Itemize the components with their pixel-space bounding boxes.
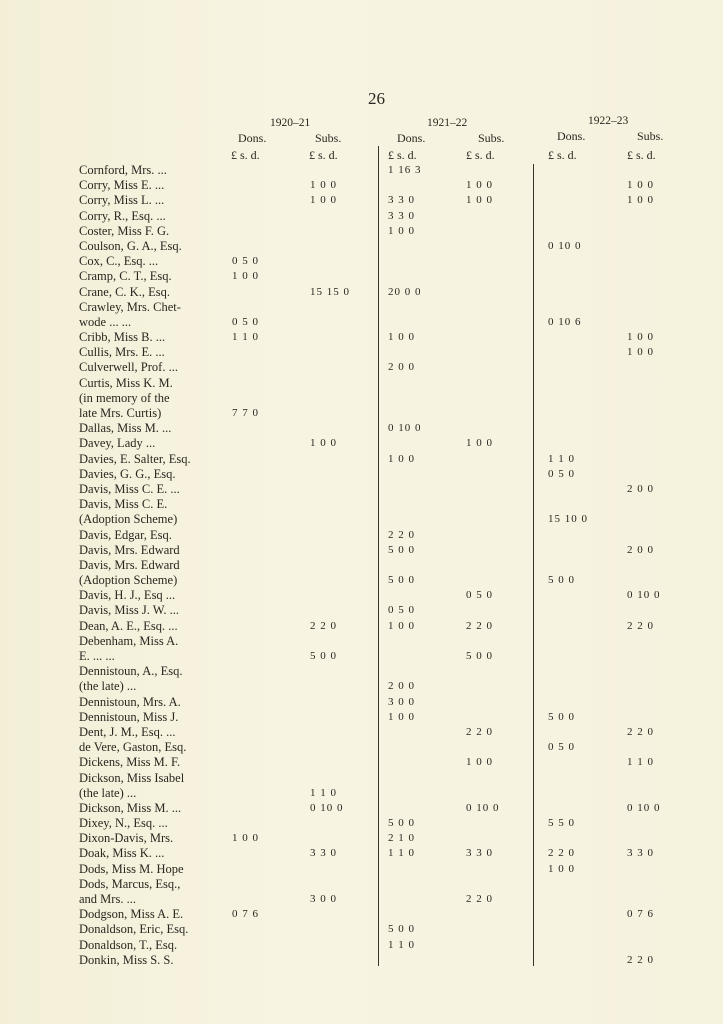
list-item <box>0 178 723 193</box>
subscriber-name: Dent, J. M., Esq. ... <box>79 724 176 739</box>
amount-cell: 7 7 0 <box>232 407 259 419</box>
dons-header-1921: Dons. <box>397 131 426 145</box>
list-item <box>0 512 723 527</box>
subscriber-name: (Adoption Scheme) <box>79 573 178 588</box>
subscriber-name: Davis, Mrs. Edward <box>79 557 180 572</box>
list-item <box>0 406 723 421</box>
subscriber-name: (the late) ... <box>79 785 137 800</box>
amount-cell: 5 0 0 <box>388 543 415 556</box>
list-item <box>0 922 723 937</box>
amount-cell: 3 3 0 <box>466 847 493 860</box>
amount-cell: 1 0 0 <box>466 437 493 450</box>
amount-cell: 0 10 0 <box>310 801 344 814</box>
subscriber-name: E. ... ... <box>79 649 115 663</box>
amount-cell: 2 2 0 <box>627 725 654 738</box>
subscriber-name: Davies, E. Salter, Esq. <box>79 451 191 466</box>
dons-header-1920: Dons. <box>238 131 267 145</box>
list-item <box>0 953 723 968</box>
subscriber-name: Davis, Mrs. Edward <box>79 542 180 557</box>
subscriber-name: Davis, Miss C. E. ... <box>79 481 180 496</box>
subscriber-name: Corry, Miss L. ... <box>79 193 165 208</box>
list-item <box>0 801 723 816</box>
list-item <box>0 588 723 603</box>
amount-cell: 5 5 0 <box>548 817 575 830</box>
amount-cell: 0 10 0 <box>388 422 422 435</box>
list-item <box>0 436 723 451</box>
amount-cell: 2 2 0 <box>548 847 575 860</box>
amount-cell: 2 2 0 <box>627 953 654 966</box>
currency-header: £ s. d. <box>466 148 495 162</box>
list-item <box>0 603 723 618</box>
list-item <box>0 710 723 725</box>
amount-cell: 1 1 0 <box>388 938 415 951</box>
subscriber-name: Dods, Marcus, Esq., <box>79 876 181 891</box>
subscriber-name: Curtis, Miss K. M. <box>79 375 173 390</box>
subscriber-name: Dennistoun, Mrs. A. <box>79 694 181 709</box>
subscriber-name: Davis, Miss C. E. <box>79 497 168 512</box>
amount-cell: 3 3 0 <box>388 194 415 207</box>
subscriber-name: Dennistoun, Miss J. <box>79 709 179 724</box>
amount-cell: 0 5 0 <box>548 741 575 754</box>
currency-header: £ s. d. <box>388 148 417 162</box>
subscriber-name: wode ... ... <box>79 314 132 329</box>
amount-cell: 1 1 0 <box>310 786 337 799</box>
list-item <box>0 193 723 208</box>
list-item <box>0 421 723 436</box>
amount-cell: 0 10 0 <box>627 589 661 602</box>
list-item <box>0 300 723 315</box>
amount-cell: 0 10 6 <box>548 315 582 328</box>
amount-cell: 3 0 0 <box>310 893 337 905</box>
list-item <box>0 163 723 178</box>
year-heading-1922-23: 1922–23 <box>588 115 629 127</box>
subscriber-name: (Adoption Scheme) <box>79 512 178 527</box>
amount-cell: 0 7 6 <box>232 908 259 921</box>
subscriber-name: Culverwell, Prof. ... <box>79 360 178 375</box>
amount-cell: 1 0 0 <box>310 179 337 192</box>
list-item <box>0 543 723 558</box>
amount-cell: 2 1 0 <box>388 832 415 845</box>
list-item <box>0 938 723 953</box>
subscriber-name: Davis, Edgar, Esq. <box>79 527 172 542</box>
list-item <box>0 664 723 679</box>
amount-cell: 2 2 0 <box>466 725 493 738</box>
subscriber-name: Dallas, Miss M. ... <box>79 421 172 436</box>
amount-cell: 1 0 0 <box>627 179 654 192</box>
list-item <box>0 846 723 861</box>
amount-cell: 2 2 0 <box>388 528 415 541</box>
list-item <box>0 786 723 801</box>
amount-cell: 1 0 0 <box>310 194 337 207</box>
amount-cell: 1 1 0 <box>388 847 415 860</box>
list-item <box>0 376 723 391</box>
subscriber-name: Dickson, Miss Isabel <box>79 770 185 785</box>
amount-cell: 0 10 0 <box>548 239 582 252</box>
amount-cell: 1 0 0 <box>466 756 493 769</box>
subscriber-name: Coulson, G. A., Esq. <box>79 238 182 253</box>
list-item <box>0 497 723 512</box>
list-item <box>0 755 723 770</box>
subscriber-name: Cox, C., Esq. ... <box>79 254 159 269</box>
subscriber-name: Donaldson, T., Esq. <box>79 937 178 952</box>
amount-cell: 1 0 0 <box>388 452 415 465</box>
amount-cell: 0 5 0 <box>388 604 415 617</box>
list-item <box>0 573 723 588</box>
amount-cell: 0 5 0 <box>232 315 259 328</box>
amount-cell: 1 1 0 <box>627 756 654 769</box>
list-item <box>0 877 723 892</box>
amount-cell: 2 0 0 <box>388 361 415 374</box>
list-item <box>0 892 723 907</box>
subscriber-name: late Mrs. Curtis) <box>79 406 162 420</box>
list-item <box>0 482 723 497</box>
amount-cell: 5 0 0 <box>548 574 575 587</box>
list-item <box>0 695 723 710</box>
currency-header: £ s. d. <box>231 148 260 162</box>
list-item <box>0 619 723 634</box>
amount-cell: 5 0 0 <box>388 923 415 936</box>
amount-cell: 1 0 0 <box>627 331 654 344</box>
amount-cell: 2 2 0 <box>466 893 493 905</box>
subscriber-name: Doak, Miss K. ... <box>79 846 165 861</box>
subscriber-name: (in memory of the <box>79 390 170 405</box>
amount-cell: 1 16 3 <box>388 164 422 176</box>
subscriber-name: Corry, R., Esq. ... <box>79 208 166 223</box>
amount-cell: 1 1 0 <box>232 331 259 344</box>
subscriber-name: Dennistoun, A., Esq. <box>79 664 183 679</box>
subscriber-name: Corry, Miss E. ... <box>79 178 165 193</box>
subscriber-name: Davis, Miss J. W. ... <box>79 603 180 618</box>
amount-cell: 5 0 0 <box>466 650 493 662</box>
subs-header-1922: Subs. <box>637 129 664 143</box>
amount-cell: 5 0 0 <box>548 710 575 723</box>
amount-cell: 5 0 0 <box>388 817 415 830</box>
list-item <box>0 679 723 694</box>
year-heading-1921-22: 1921–22 <box>427 117 468 129</box>
amount-cell: 3 3 0 <box>627 847 654 860</box>
list-item <box>0 634 723 649</box>
subscriber-name: Dixon-Davis, Mrs. <box>79 831 174 846</box>
amount-cell: 1 0 0 <box>388 331 415 344</box>
amount-cell: 15 15 0 <box>310 285 350 298</box>
amount-cell: 2 0 0 <box>388 680 415 693</box>
amount-cell: 3 3 0 <box>310 847 337 860</box>
page-number: 26 <box>368 89 385 108</box>
list-item <box>0 831 723 846</box>
amount-cell: 0 5 0 <box>232 255 259 268</box>
amount-cell: 1 0 0 <box>548 862 575 875</box>
amount-cell: 1 0 0 <box>466 179 493 192</box>
list-item <box>0 345 723 360</box>
list-item <box>0 558 723 573</box>
subscriber-name: Debenham, Miss A. <box>79 633 179 648</box>
amount-cell: 0 5 0 <box>548 467 575 480</box>
amount-cell: 20 0 0 <box>388 285 422 298</box>
list-item <box>0 907 723 922</box>
subscriber-name: and Mrs. ... <box>79 892 136 906</box>
subscriber-name: Dean, A. E., Esq. ... <box>79 618 178 633</box>
subscriber-name: Dodgson, Miss A. E. <box>79 907 184 922</box>
list-item <box>0 391 723 406</box>
list-item <box>0 816 723 831</box>
amount-cell: 1 0 0 <box>388 710 415 723</box>
list-item <box>0 452 723 467</box>
list-item <box>0 360 723 375</box>
amount-cell: 15 10 0 <box>548 513 588 526</box>
list-item <box>0 740 723 755</box>
year-heading-1920-21: 1920–21 <box>270 117 311 129</box>
list-item <box>0 467 723 482</box>
amount-cell: 0 5 0 <box>466 589 493 602</box>
subscriber-list <box>0 163 723 968</box>
subscriber-name: Davies, G. G., Esq. <box>79 466 176 481</box>
list-item <box>0 315 723 330</box>
subscriber-name: Cullis, Mrs. E. ... <box>79 345 165 360</box>
subscriber-name: Crawley, Mrs. Chet- <box>79 299 181 314</box>
list-item <box>0 330 723 345</box>
amount-cell: 1 1 0 <box>548 452 575 465</box>
subscriber-name: Davey, Lady ... <box>79 436 156 451</box>
amount-cell: 1 0 0 <box>232 832 259 845</box>
amount-cell: 2 2 0 <box>466 619 493 632</box>
list-item <box>0 725 723 740</box>
amount-cell: 1 0 0 <box>388 619 415 632</box>
amount-cell: 5 0 0 <box>310 650 337 662</box>
subscriber-name: Cribb, Miss B. ... <box>79 330 166 345</box>
amount-cell: 2 0 0 <box>627 543 654 556</box>
list-item <box>0 528 723 543</box>
amount-cell: 0 10 0 <box>627 801 661 814</box>
subscriber-name: Dickens, Miss M. F. <box>79 755 181 770</box>
subscriber-name: (the late) ... <box>79 679 137 694</box>
amount-cell: 1 0 0 <box>388 224 415 237</box>
subscriber-name: Dixey, N., Esq. ... <box>79 816 168 831</box>
subscriber-name: Dickson, Miss M. ... <box>79 800 182 815</box>
currency-header: £ s. d. <box>627 148 656 162</box>
amount-cell: 1 0 0 <box>232 270 259 283</box>
amount-cell: 1 0 0 <box>310 437 337 450</box>
amount-cell: 0 10 0 <box>466 801 500 814</box>
subscriber-name: Davis, H. J., Esq ... <box>79 588 176 603</box>
currency-header: £ s. d. <box>548 148 577 162</box>
list-item <box>0 649 723 664</box>
amount-cell: 1 0 0 <box>627 194 654 207</box>
subscriber-name: Donkin, Miss S. S. <box>79 952 174 967</box>
amount-cell: 0 7 6 <box>627 908 654 921</box>
list-item <box>0 771 723 786</box>
subscriber-name: Dods, Miss M. Hope <box>79 861 184 876</box>
subs-header-1920: Subs. <box>315 131 342 145</box>
amount-cell: 2 2 0 <box>627 619 654 632</box>
dons-header-1922: Dons. <box>557 129 586 143</box>
list-item <box>0 254 723 269</box>
subs-header-1921: Subs. <box>478 131 505 145</box>
amount-cell: 3 3 0 <box>388 209 415 222</box>
subscriber-name: de Vere, Gaston, Esq. <box>79 740 187 755</box>
amount-cell: 3 0 0 <box>388 695 415 708</box>
list-item <box>0 862 723 877</box>
list-item <box>0 285 723 300</box>
currency-header: £ s. d. <box>309 148 338 162</box>
subscriber-name: Donaldson, Eric, Esq. <box>79 922 189 937</box>
subscriber-name: Cramp, C. T., Esq. <box>79 269 172 284</box>
amount-cell: 2 0 0 <box>627 482 654 495</box>
subscriber-name: Coster, Miss F. G. <box>79 223 170 238</box>
subscriber-name: Cornford, Mrs. ... <box>79 163 167 177</box>
list-item <box>0 209 723 224</box>
list-item <box>0 269 723 284</box>
list-item <box>0 224 723 239</box>
list-item <box>0 239 723 254</box>
amount-cell: 1 0 0 <box>627 346 654 359</box>
subscriber-name: Crane, C. K., Esq. <box>79 284 170 299</box>
amount-cell: 1 0 0 <box>466 194 493 207</box>
amount-cell: 2 2 0 <box>310 619 337 632</box>
amount-cell: 5 0 0 <box>388 574 415 587</box>
